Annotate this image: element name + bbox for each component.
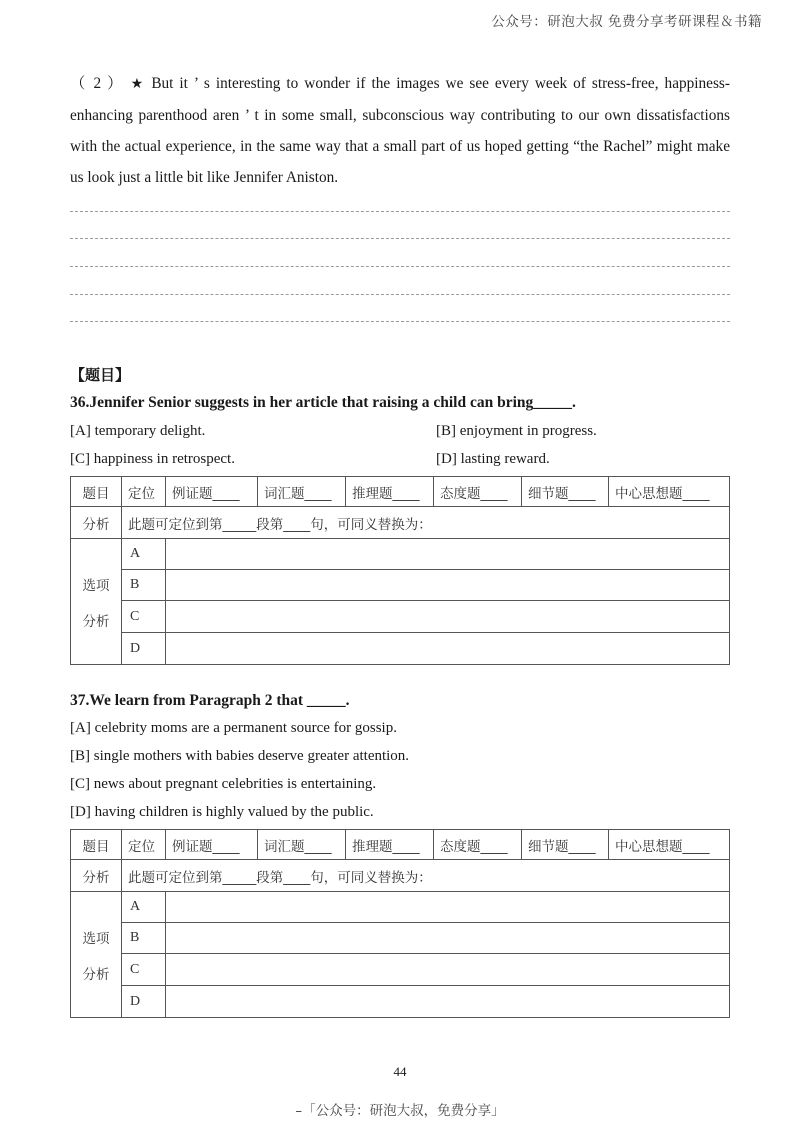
option-letter-d: D (122, 633, 166, 665)
options-analysis-label (71, 892, 122, 1018)
locate-sentence[interactable]: 此题可定位到第_____段第____句，可同义替换为： (122, 860, 730, 892)
option-letter-b: B (122, 570, 166, 601)
type-inference[interactable]: 推理题____ (346, 830, 434, 860)
option-c-answer[interactable] (166, 954, 730, 986)
locate-cell: 定位 (122, 477, 166, 507)
option-a-answer[interactable] (166, 892, 730, 923)
type-attitude[interactable]: 态度题____ (434, 477, 522, 507)
options-label-line1: 选项 (82, 577, 110, 594)
type-main-idea[interactable]: 中心思想题____ (609, 830, 730, 860)
options-label-line2: 分析 (82, 613, 110, 630)
passage-paragraph (70, 68, 730, 193)
row-label-topic: 题目 (71, 830, 122, 860)
row-label-analysis: 分析 (71, 860, 122, 892)
option-letter-b: B (122, 923, 166, 954)
section-title: 【题目】 (70, 366, 131, 384)
passage-text: But it ’ s interesting to wonder if the images we see every week of stress-free, happiness-enhancing parenthood aren ’ t in some small, subconscious way contributing to our own dissatisfactions with the actual experience, in the same way that a small part of us hoped getting “the Rachel” might make us look just a little bit like Jennifer Aniston. (70, 75, 730, 186)
q37-option-d: [D] having children is highly valued by the public. (70, 804, 374, 820)
option-b-answer[interactable] (166, 923, 730, 954)
answer-line (70, 266, 730, 267)
answer-line (70, 294, 730, 295)
type-example[interactable]: 例证题____ (166, 477, 258, 507)
option-b-answer[interactable] (166, 570, 730, 601)
q36-option-d: [D] lasting reward. (436, 451, 550, 467)
question-36-stem: 36.Jennifer Senior suggests in her article that raising a child can bring_____. (70, 394, 576, 411)
locate-sentence[interactable]: 此题可定位到第_____段第____句，可同义替换为： (122, 507, 730, 539)
q37-option-c: [C] news about pregnant celebrities is entertaining. (70, 776, 377, 792)
type-vocabulary[interactable]: 词汇题____ (258, 477, 346, 507)
q37-option-a: [A] celebrity moms are a permanent source for gossip. (70, 720, 397, 736)
type-inference[interactable]: 推理题____ (346, 477, 434, 507)
option-letter-a: A (122, 539, 166, 570)
type-detail[interactable]: 细节题____ (522, 477, 609, 507)
option-c-answer[interactable] (166, 601, 730, 633)
star-icon: ★ (130, 76, 146, 92)
footer-watermark: –「公众号：研泡大叔，免费分享」 (295, 1103, 505, 1119)
answer-line (70, 238, 730, 239)
row-label-analysis: 分析 (71, 507, 122, 539)
option-letter-c: C (122, 601, 166, 633)
option-letter-a: A (122, 892, 166, 923)
header-watermark: 公众号：研泡大叔 免费分享考研课程＆书籍 (491, 14, 762, 30)
row-label-topic: 题目 (71, 477, 122, 507)
locate-cell: 定位 (122, 830, 166, 860)
q37-option-b: [B] single mothers with babies deserve greater attention. (70, 748, 410, 764)
options-analysis-label (71, 539, 122, 665)
type-main-idea[interactable]: 中心思想题____ (609, 477, 730, 507)
type-detail[interactable]: 细节题____ (522, 830, 609, 860)
q36-option-b: [B] enjoyment in progress. (436, 423, 597, 439)
q37-analysis-table (70, 829, 730, 1018)
option-d-answer[interactable] (166, 633, 730, 665)
q36-analysis-table (70, 476, 730, 665)
options-label-line2: 分析 (82, 966, 110, 983)
option-letter-d: D (122, 986, 166, 1018)
answer-line (70, 321, 730, 322)
page-number: 44 (393, 1064, 407, 1079)
type-vocabulary[interactable]: 词汇题____ (258, 830, 346, 860)
type-example[interactable]: 例证题____ (166, 830, 258, 860)
option-a-answer[interactable] (166, 539, 730, 570)
options-label-line1: 选项 (82, 930, 110, 947)
passage-number: （ 2 ） (70, 75, 125, 92)
answer-line (70, 211, 730, 212)
q36-option-a: [A] temporary delight. (70, 423, 206, 439)
q36-option-c: [C] happiness in retrospect. (70, 451, 235, 467)
type-attitude[interactable]: 态度题____ (434, 830, 522, 860)
question-37-stem: 37.We learn from Paragraph 2 that _____. (70, 692, 350, 709)
option-letter-c: C (122, 954, 166, 986)
option-d-answer[interactable] (166, 986, 730, 1018)
